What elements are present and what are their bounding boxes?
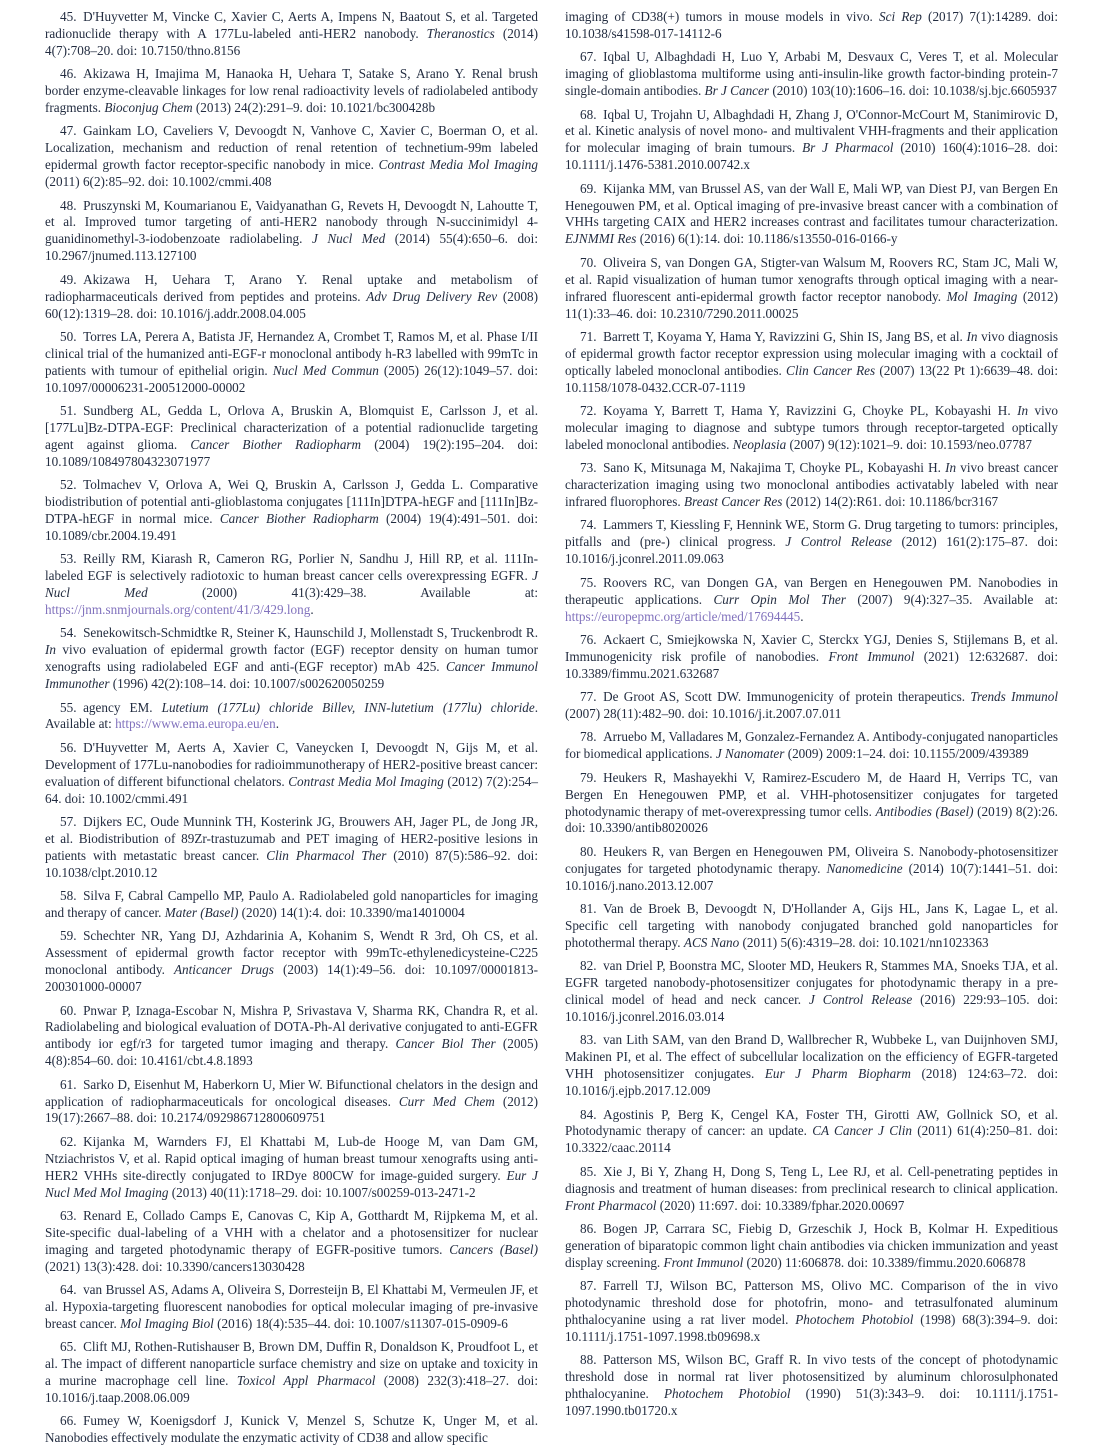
- reference-text: (2020) 11:606878. doi: 10.3389/fimmu.2020.606878: [743, 1254, 1026, 1270]
- reference-number: 51.: [60, 403, 84, 419]
- journal-or-italic-text: Mol Imaging: [946, 288, 1018, 304]
- reference-item: [45, 272, 538, 323]
- journal-or-italic-text: Clin Cancer Res: [786, 362, 876, 378]
- reference-number: 45.: [60, 9, 84, 24]
- reference-text: .: [275, 716, 280, 732]
- reference-text: (2016) 18(4):535–44. doi: 10.1007/s11307-015-0909-6: [213, 1315, 508, 1331]
- reference-text: (2011) 6(2):85–92. doi: 10.1002/cmmi.408: [45, 174, 272, 190]
- journal-or-italic-text: Br J Cancer: [704, 83, 770, 99]
- reference-item: [565, 181, 1058, 249]
- reference-text: (1996) 42(2):108–14. doi: 10.1007/s002620050259: [109, 676, 385, 692]
- journal-or-italic-text: Trends Immunol: [970, 689, 1059, 705]
- reference-text: Iqbal U, Trojahn U, Albaghdadi H, Zhang J, O'Connor-McCourt M, Stanimirovic D, et al. Kinetic analysis of novel mono- and multivalent VHH-fragments and their application for molecular imaging of brain tumours.: [565, 106, 1058, 156]
- journal-or-italic-text: Theranostics: [426, 25, 495, 41]
- reference-text: (2007) 9(12):1021–9. doi: 10.1593/neo.07787: [786, 436, 1032, 452]
- reference-number: 50.: [60, 328, 84, 344]
- reference-item: [565, 255, 1058, 323]
- reference-number: 69.: [580, 180, 604, 196]
- reference-text: Arruebo M, Valladares M, Gonzalez-Fernandez A. Antibody-conjugated nanoparticles for biomedical applications.: [565, 729, 1058, 762]
- reference-text: Iqbal U, Albaghdadi H, Luo Y, Arbabi M, Desvaux C, Veres T, et al. Molecular imaging of glioblastoma multiforme using anti-insulin-like growth factor-binding protein-7 single-domain antibodies.: [565, 49, 1058, 99]
- reference-item: [565, 1221, 1058, 1272]
- journal-or-italic-text: Photochem Photobiol: [795, 1312, 914, 1328]
- reference-number: 67.: [580, 49, 604, 65]
- reference-item: [45, 1134, 538, 1202]
- reference-number: 66.: [60, 1413, 84, 1429]
- reference-text: Gainkam LO, Caveliers V, Devoogdt N, Vanhove C, Xavier C, Boerman O, et al. Localization, mechanism and reduction of renal retention of technetium-99m labeled epidermal growth factor receptor-specific nanobody in mice.: [45, 123, 538, 173]
- reference-text: Fumey W, Koenigsdorf J, Kunick V, Menzel S, Schutze K, Unger M, et al. Nanobodies effectively modulate the enzymatic activity of CD38 and allow specific: [45, 1413, 538, 1446]
- reference-text: Ackaert C, Smiejkowska N, Xavier C, Sterckx YGJ, Denies S, Stijlemans B, et al. Immunogenicity risk profile of nanobodies.: [565, 631, 1058, 664]
- reference-text: (2017) 7(1):14289. doi: 10.1038/s41598-017-14112-6: [565, 9, 1058, 41]
- journal-or-italic-text: Curr Opin Mol Ther: [713, 591, 846, 607]
- journal-or-italic-text: EJNMMI Res: [565, 231, 637, 247]
- reference-text: (2010) 103(10):1606–16. doi: 10.1038/sj.bjc.6605937: [769, 83, 1057, 99]
- reference-text: (2007) 28(11):482–90. doi: 10.1016/j.it.2007.07.011: [565, 706, 842, 722]
- reference-text: (2012) 19(17):2667–88. doi: 10.2174/092986712800609751: [45, 1093, 538, 1126]
- journal-or-italic-text: Clin Pharmacol Ther: [266, 847, 387, 863]
- reference-number: 74.: [580, 517, 604, 533]
- reference-text: (2020) 11:697. doi: 10.3389/fphar.2020.00697: [656, 1197, 905, 1213]
- reference-number: 48.: [60, 197, 84, 213]
- reference-text: van Driel P, Boonstra MC, Slooter MD, Heukers R, Stammes MA, Snoeks TJA, et al. EGFR targeted nanobody-photosensitizer conjugates for photodynamic therapy in a pre-clinical model of head and neck cancer.: [565, 958, 1058, 1008]
- reference-number: 60.: [60, 1002, 84, 1018]
- reference-number: 65.: [60, 1339, 84, 1355]
- references-column-right: [565, 9, 1058, 1441]
- journal-or-italic-text: Bioconjug Chem: [104, 100, 193, 116]
- reference-number: 75.: [580, 574, 604, 590]
- reference-text: (2020) 14(1):4. doi: 10.3390/ma14010004: [238, 905, 465, 920]
- reference-item: [565, 460, 1058, 511]
- reference-number: 76.: [580, 631, 604, 647]
- reference-text: Lammers T, Kiessling F, Hennink WE, Storm G. Drug targeting to tumors: principles, pitfalls and (pre-) clinical progress.: [565, 517, 1058, 550]
- reference-text: (2014) 55(4):650–6. doi: 10.2967/jnumed.113.127100: [45, 231, 538, 264]
- reference-number: 54.: [60, 625, 84, 641]
- reference-text: Clift MJ, Rothen-Rutishauser B, Brown DM, Duffin R, Donaldson K, Proudfoot L, et al. The impact of different nanoparticle surface chemistry and size on uptake and toxicity in a murine macrophage cell line.: [45, 1339, 538, 1389]
- reference-text: .: [800, 608, 804, 624]
- reference-number: 71.: [580, 328, 604, 344]
- journal-or-italic-text: Lutetium (177Lu) chloride Billev, INN-lutetium (177lu) chloride: [161, 699, 535, 715]
- reference-item: [565, 958, 1058, 1026]
- reference-item: [45, 198, 538, 266]
- reference-text: (2008) 60(12):1319–28. doi: 10.1016/j.addr.2008.04.005: [45, 288, 538, 321]
- reference-text: . Available at:: [45, 699, 538, 732]
- reference-item: [565, 1278, 1058, 1346]
- reference-text: Sano K, Mitsunaga M, Nakajima T, Choyke PL, Kobayashi H.: [603, 460, 946, 476]
- reference-number: 80.: [580, 843, 604, 859]
- reference-text: (2005) 26(12):1049–57. doi: 10.1097/00006231-200512000-00002: [45, 362, 538, 395]
- journal-or-italic-text: Nucl Med Commun: [272, 362, 379, 378]
- journal-or-italic-text: In: [966, 328, 978, 344]
- reference-item: [565, 1032, 1058, 1100]
- reference-text: Reilly RM, Kiarash R, Cameron RG, Porlier N, Sandhu J, Hill RP, et al. 111In-labeled EGF is selectively radiotoxic to human breast cancer cells overexpressing EGFR.: [45, 551, 538, 584]
- journal-or-italic-text: Toxicol Appl Pharmacol: [236, 1373, 376, 1389]
- reference-text: Van de Broek B, Devoogdt N, D'Hollander A, Gijs HL, Jans K, Lagae L, et al. Specific cell targeting with nanobody conjugated branched gold nanoparticles for photothermal therapy.: [565, 901, 1058, 950]
- reference-number: 46.: [60, 66, 84, 82]
- reference-item: [565, 770, 1058, 838]
- reference-text: (2014) 10(7):1441–51. doi: 10.1016/j.nano.2013.12.007: [565, 860, 1059, 893]
- journal-or-italic-text: J Nucl Med: [311, 231, 386, 247]
- reference-text: Heukers R, Mashayekhi V, Ramirez-Escudero M, de Haard H, Verrips TC, van Bergen En Henegouwen PMP, et al. VHH-photosensitizer conjugates for targeted photodynamic therapy of met-overexpressing tumor cells.: [565, 769, 1058, 819]
- reference-item: [45, 700, 538, 734]
- reference-item: [45, 1339, 538, 1407]
- reference-item-continuation: [565, 9, 1058, 43]
- reference-item: [565, 403, 1058, 454]
- journal-or-italic-text: Mater (Basel): [164, 905, 239, 920]
- reference-number: 68.: [580, 106, 604, 122]
- journal-or-italic-text: Cancer Immunol Immunother: [45, 659, 538, 692]
- journal-or-italic-text: Curr Med Chem: [398, 1093, 495, 1109]
- journal-or-italic-text: Front Immunol: [828, 648, 915, 664]
- reference-item: [45, 625, 538, 693]
- reference-number: 73.: [580, 460, 604, 476]
- reference-number: 53.: [60, 551, 84, 567]
- journal-or-italic-text: Cancer Biol Ther: [395, 1036, 496, 1052]
- journal-or-italic-text: In: [1017, 403, 1029, 419]
- journal-or-italic-text: J Nanomater: [715, 746, 785, 762]
- reference-item: [45, 123, 538, 191]
- reference-text: vivo evaluation of epidermal growth factor (EGF) receptor density on human tumor xenografts using radiolabeled EGF and anti-(EGF receptor) mAb 425.: [45, 642, 538, 675]
- reference-text: van Lith SAM, van den Brand D, Wallbrecher R, Wubbeke L, van Duijnhoven SMJ, Makinen PI, et al. The effect of subcellular localization on the efficiency of EGFR-targeted VHH photosensitizer conjugates.: [565, 1032, 1058, 1082]
- journal-or-italic-text: In: [45, 642, 56, 658]
- reference-text: (2007) 9(4):327–35. Available at:: [845, 591, 1059, 607]
- reference-text: Barrett T, Koyama Y, Hama Y, Ravizzini G, Shin IS, Jang BS, et al.: [603, 328, 967, 344]
- reference-text: Heukers R, van Bergen en Henegouwen PM, Oliveira S. Nanobody-photosensitizer conjugates for targeted photodynamic therapy.: [565, 843, 1058, 876]
- reference-item: [45, 1208, 538, 1276]
- reference-item: [45, 1413, 538, 1447]
- reference-text: Schechter NR, Yang DJ, Azhdarinia A, Kohanim S, Wendt R 3rd, Oh CS, et al. Assessment of epidermal growth factor receptor with 99mTc-ethylenedicysteine-C225 monoclonal antibody.: [45, 928, 538, 978]
- reference-number: 77.: [580, 689, 604, 705]
- journal-or-italic-text: Contrast Media Mol Imaging: [378, 157, 538, 173]
- journal-or-italic-text: Contrast Media Mol Imaging: [288, 773, 444, 789]
- reference-text: (2012) 14(2):R61. doi: 10.1186/bcr3167: [782, 494, 999, 510]
- reference-text: (2013) 24(2):291–9. doi: 10.1021/bc300428b: [192, 100, 436, 116]
- journal-or-italic-text: Breast Cancer Res: [684, 494, 783, 510]
- reference-item: [45, 66, 538, 117]
- reference-text: Pruszynski M, Koumarianou E, Vaidyanathan G, Revets H, Devoogdt N, Lahoutte T, et al. Improved tumor targeting of anti-HER2 nanobody through N-succinimidyl 4-guanidinomethyl-3-iodobenzoate radiolabeling.: [45, 197, 538, 247]
- reference-number: 86.: [580, 1221, 604, 1236]
- reference-text: Koyama Y, Barrett T, Hama Y, Ravizzini G, Choyke PL, Kobayashi H.: [603, 403, 1018, 419]
- reference-number: 58.: [60, 888, 84, 904]
- journal-or-italic-text: Front Pharmacol: [565, 1197, 657, 1213]
- reference-item: [45, 551, 538, 619]
- journal-or-italic-text: J Control Release: [809, 992, 913, 1008]
- reference-item: [45, 740, 538, 808]
- reference-text: (2012) 161(2):175–87. doi: 10.1016/j.jconrel.2011.09.063: [565, 534, 1059, 567]
- reference-text: Kijanka M, Warnders FJ, El Khattabi M, Lub-de Hooge M, van Dam GM, Ntziachristos V, et al. Rapid optical imaging of human breast tumour xenografts using anti-HER2 VHHs site-directly conjugated to IRDye 800CW for image-guided surgery.: [45, 1133, 538, 1183]
- journal-or-italic-text: Cancers (Basel): [449, 1241, 538, 1257]
- reference-text: Pnwar P, Iznaga-Escobar N, Mishra P, Srivastava V, Sharma RK, Chandra R, et al. Radiolabeling and biological evaluation of DOTA-Ph-Al derivative conjugated to anti-EGFR antibody ior egf/r3 for targeted tumor imaging and therapy.: [45, 1002, 538, 1052]
- reference-item: [565, 1164, 1058, 1215]
- journal-or-italic-text: J Control Release: [785, 534, 892, 550]
- reference-text: Renard E, Collado Camps E, Canovas C, Kip A, Gotthardt M, Rijpkema M, et al. Site-specific dual-labeling of a VHH with a chelator and a photosensitizer for nuclear imaging and targeted photodynamic therapy of EGFR-positive tumors.: [45, 1208, 538, 1257]
- reference-number: 63.: [60, 1208, 84, 1223]
- reference-text: imaging of CD38(+) tumors in mouse models in vivo.: [565, 9, 880, 24]
- reference-item: [565, 844, 1058, 895]
- reference-number: 59.: [60, 928, 84, 944]
- reference-item: [45, 403, 538, 471]
- reference-item: [565, 575, 1058, 626]
- reference-text: De Groot AS, Scott DW. Immunogenicity of protein therapeutics.: [603, 689, 971, 705]
- reference-number: 56.: [60, 739, 84, 755]
- reference-text: (2000) 41(3):429–38. Available at:: [147, 585, 539, 601]
- reference-text: vivo molecular imaging to diagnose and subtype tumors through receptor-targeted optically labeled monoclonal antibodies.: [565, 403, 1058, 452]
- reference-item: [565, 689, 1058, 723]
- journal-or-italic-text: ACS Nano: [683, 934, 740, 950]
- reference-number: 57.: [60, 813, 84, 829]
- reference-text: (1990) 51(3):343–9. doi: 10.1111/j.1751-1097.1990.tb01720.x: [565, 1386, 1058, 1419]
- reference-item: [45, 814, 538, 882]
- reference-text: .: [310, 602, 314, 617]
- references-column-left: [45, 9, 539, 1446]
- reference-text: (2009) 2009:1–24. doi: 10.1155/2009/439389: [784, 746, 1029, 762]
- reference-number: 85.: [580, 1163, 604, 1179]
- reference-item: [565, 517, 1058, 568]
- reference-text: van Brussel AS, Adams A, Oliveira S, Dorresteijn B, El Khattabi M, Vermeulen JF, et al. Hypoxia-targeting fluorescent nanobodies for optical molecular imaging of pre-invasive breast cancer.: [45, 1282, 538, 1331]
- reference-number: 78.: [580, 729, 604, 745]
- journal-or-italic-text: Front Immunol: [663, 1254, 744, 1270]
- reference-item: [565, 1107, 1058, 1158]
- reference-text: Sarko D, Eisenhut M, Haberkorn U, Mier W. Bifunctional chelators in the design and application of radiopharmaceuticals for oncological diseases.: [45, 1076, 538, 1109]
- reference-item: [45, 477, 538, 545]
- reference-number: 70.: [580, 254, 604, 270]
- reference-text: (2004) 19(2):195–204. doi: 10.1089/108497804323071977: [45, 436, 538, 469]
- reference-text: Patterson MS, Wilson BC, Graff R. In vivo tests of the concept of photodynamic threshold dose in normal rat liver photosensitized by aluminum chlorosulphonated phthalocyanine.: [565, 1352, 1058, 1402]
- reference-text: Silva F, Cabral Campello MP, Paulo A. Radiolabeled gold nanoparticles for imaging and therapy of cancer.: [45, 888, 538, 920]
- reference-text: D'Huyvetter M, Vincke C, Xavier C, Aerts A, Impens N, Baatout S, et al. Targeted radionuclide therapy with A 177Lu-labeled anti-HER2 nanobody.: [45, 9, 538, 41]
- reference-item: [45, 888, 538, 922]
- journal-or-italic-text: In: [945, 460, 957, 476]
- journal-or-italic-text: Adv Drug Delivery Rev: [366, 288, 498, 304]
- journal-or-italic-text: CA Cancer J Clin: [812, 1123, 912, 1139]
- reference-text: Torres LA, Perera A, Batista JF, Hernandez A, Crombet T, Ramos M, et al. Phase I/II clinical trial of the humanized anti-EGF-r monoclonal antibody h-R3 labelled with 99mTc in patients with tumour of epithelial origin.: [45, 328, 538, 378]
- reference-item: [565, 729, 1058, 763]
- reference-number: 62.: [60, 1133, 84, 1149]
- journal-or-italic-text: Eur J Nucl Med Mol Imaging: [45, 1167, 538, 1200]
- reference-number: 72.: [580, 403, 604, 419]
- journal-or-italic-text: Antibodies (Basel): [875, 803, 974, 819]
- reference-number: 64.: [60, 1282, 84, 1298]
- reference-link[interactable]: https://jnm.snmjournals.org/content/41/3/429.long: [45, 602, 311, 617]
- reference-item: [565, 107, 1058, 175]
- reference-link[interactable]: https://europepmc.org/article/med/17694445: [565, 608, 801, 624]
- reference-number: 88.: [580, 1352, 604, 1368]
- reference-item: [565, 632, 1058, 683]
- journal-or-italic-text: J Nucl Med: [45, 568, 538, 601]
- reference-number: 81.: [580, 901, 604, 917]
- reference-text: (2012) 7(2):254–64. doi: 10.1002/cmmi.491: [45, 773, 538, 806]
- reference-item: [45, 1003, 538, 1071]
- journal-or-italic-text: Eur J Pharm Biopharm: [764, 1066, 911, 1082]
- reference-text: Dijkers EC, Oude Munnink TH, Kosterink JG, Brouwers AH, Jager PL, de Jong JR, et al. Biodistribution of 89Zr-trastuzumab and PET imaging of HER2-positive lesions in patients with metastatic breast cancer.: [45, 813, 538, 863]
- reference-item: [45, 1282, 538, 1333]
- reference-text: Senekowitsch-Schmidtke R, Steiner K, Haunschild J, Mollenstadt S, Truckenbrodt R.: [83, 625, 538, 641]
- reference-text: Agostinis P, Berg K, Cengel KA, Foster TH, Girotti AW, Gollnick SO, et al. Photodynamic therapy of cancer: an update.: [565, 1106, 1058, 1139]
- reference-number: 87.: [580, 1278, 604, 1294]
- journal-or-italic-text: Neoplasia: [732, 436, 787, 452]
- reference-text: (2010) 160(4):1016–28. doi: 10.1111/j.1476-5381.2010.00742.x: [565, 140, 1058, 173]
- reference-text: (2021) 12:632687. doi: 10.3389/fimmu.2021.632687: [565, 648, 1058, 681]
- reference-text: (2010) 87(5):586–92. doi: 10.1038/clpt.2010.12: [45, 847, 538, 880]
- reference-text: Farrell TJ, Wilson BC, Patterson MS, Olivo MC. Comparison of the in vivo photodynamic threshold dose for photofrin, mono- and tetrasulfonated aluminum phthalocyanine using a rat liver model.: [565, 1278, 1058, 1328]
- reference-text: (2014) 4(7):708–20. doi: 10.7150/thno.8156: [45, 25, 538, 58]
- reference-text: Sundberg AL, Gedda L, Orlova A, Bruskin A, Blomquist E, Carlsson J, et al. [177Lu]Bz-DTPA-EGF: Preclinical characterization of a potential radionuclide targeting agent against glioma.: [45, 403, 538, 452]
- reference-text: Tolmachev V, Orlova A, Wei Q, Bruskin A, Carlsson J, Gedda L. Comparative biodistribution of potential anti-glioblastoma conjugates [111In]DTPA-hEGF and [111In]Bz-DTPA-hEGF in normal mice.: [45, 477, 538, 526]
- journal-or-italic-text: Sci Rep: [879, 9, 922, 24]
- reference-text: (2003) 14(1):49–56. doi: 10.1097/00001813-200301000-00007: [45, 962, 538, 995]
- journal-or-italic-text: Mol Imaging Biol: [120, 1315, 214, 1331]
- reference-text: vivo diagnosis of epidermal growth factor receptor expression using molecular imaging with a cocktail of optically labeled monoclonal antibodies.: [565, 328, 1058, 378]
- reference-item: [565, 901, 1058, 952]
- reference-number: 52.: [60, 477, 84, 493]
- reference-number: 82.: [580, 958, 604, 974]
- reference-text: Kijanka MM, van Brussel AS, van der Wall E, Mali WP, van Diest PJ, van Bergen En Henegouwen PM, et al. Optical imaging of pre-invasive breast cancer with a combination of VHHs targeting CAIX and HER2 increases contrast and facilitates tumour characterization.: [565, 180, 1058, 230]
- reference-text: (2005) 4(8):854–60. doi: 10.4161/cbt.4.8.1893: [45, 1036, 538, 1069]
- reference-number: 55.: [60, 699, 84, 715]
- journal-or-italic-text: Br J Pharmacol: [802, 140, 894, 156]
- reference-text: Akizawa H, Imajima M, Hanaoka H, Uehara T, Satake S, Arano Y. Renal brush border enzyme-cleavable linkages for low renal radioactivity levels of radiolabeled antibody fragments.: [45, 66, 538, 116]
- reference-text: (2007) 13(22 Pt 1):6639–48. doi: 10.1158/1078-0432.CCR-07-1119: [565, 362, 1058, 395]
- reference-text: agency EM.: [83, 699, 162, 715]
- reference-text: (2012) 11(1):33–46. doi: 10.2310/7290.2011.00025: [565, 288, 1058, 321]
- reference-number: 61.: [60, 1076, 84, 1092]
- reference-item: [565, 329, 1058, 397]
- reference-item: [45, 9, 538, 60]
- journal-or-italic-text: Anticancer Drugs: [173, 962, 274, 978]
- reference-link[interactable]: https://www.ema.europa.eu/en: [115, 716, 276, 732]
- reference-number: 47.: [60, 123, 84, 139]
- reference-item: [45, 928, 538, 996]
- reference-text: vivo breast cancer characterization imaging using two monoclonal antibodies activatably labeled with near infrared fluorophores.: [565, 460, 1058, 510]
- reference-text: (2016) 6(1):14. doi: 10.1186/s13550-016-0166-y: [636, 231, 898, 247]
- reference-text: (2019) 8(2):26. doi: 10.3390/antib8020026: [565, 803, 1058, 836]
- reference-text: (2011) 61(4):250–81. doi: 10.3322/caac.20114: [565, 1123, 1058, 1156]
- reference-text: D'Huyvetter M, Aerts A, Xavier C, Vaneycken I, Devoogdt N, Gijs M, et al. Development of 177Lu-nanobodies for radioimmunotherapy of HER2-positive breast cancer: evaluation of different bifunctional chelators.: [45, 739, 538, 789]
- reference-text: (2004) 19(4):491–501. doi: 10.1089/cbr.2004.19.491: [45, 510, 538, 543]
- reference-text: (1998) 68(3):394–9. doi: 10.1111/j.1751-1097.1998.tb09698.x: [565, 1312, 1059, 1344]
- reference-text: Bogen JP, Carrara SC, Fiebig D, Grzeschik J, Hock B, Kolmar H. Expeditious generation of biparatopic common light chain antibodies via chicken immunization and yeast display screening.: [565, 1221, 1058, 1270]
- reference-text: (2011) 5(6):4319–28. doi: 10.1021/nn1023363: [739, 934, 989, 950]
- reference-text: (2016) 229:93–105. doi: 10.1016/j.jconrel.2016.03.014: [565, 992, 1058, 1025]
- reference-text: Roovers RC, van Dongen GA, van Bergen en Henegouwen PM. Nanobodies in therapeutic applications.: [565, 574, 1058, 607]
- reference-item: [565, 49, 1058, 100]
- reference-text: (2021) 13(3):428. doi: 10.3390/cancers13030428: [45, 1258, 305, 1274]
- journal-or-italic-text: Cancer Biother Radiopharm: [190, 436, 362, 452]
- reference-text: (2008) 232(3):418–27. doi: 10.1016/j.taap.2008.06.009: [45, 1373, 538, 1406]
- reference-text: Akizawa H, Uehara T, Arano Y. Renal uptake and metabolism of radiopharmaceuticals derived from peptides and proteins.: [45, 271, 538, 304]
- reference-text: Oliveira S, van Dongen GA, Stigter-van Walsum M, Roovers RC, Stam JC, Mali W, et al. Rapid visualization of human tumor xenografts through optical imaging with a near-infrared fluorescent anti-epidermal growth factor receptor nanobody.: [565, 254, 1058, 304]
- journal-or-italic-text: Cancer Biother Radiopharm: [219, 510, 379, 526]
- reference-number: 83.: [580, 1032, 604, 1048]
- reference-item: [565, 1352, 1058, 1420]
- reference-text: Xie J, Bi Y, Zhang H, Dong S, Teng L, Lee RJ, et al. Cell-penetrating peptides in diagnosis and treatment of human diseases: from preclinical research to clinical application.: [565, 1163, 1058, 1196]
- journal-or-italic-text: Nanomedicine: [826, 860, 903, 876]
- reference-number: 84.: [580, 1106, 604, 1122]
- reference-text: (2018) 124:63–72. doi: 10.1016/j.ejpb.2017.12.009: [565, 1066, 1058, 1099]
- reference-text: (2013) 40(11):1718–29. doi: 10.1007/s00259-013-2471-2: [168, 1184, 476, 1200]
- journal-or-italic-text: Photochem Photobiol: [664, 1386, 791, 1402]
- reference-item: [45, 329, 538, 397]
- reference-number: 49.: [60, 271, 84, 287]
- reference-number: 79.: [580, 769, 604, 785]
- reference-item: [45, 1077, 538, 1128]
